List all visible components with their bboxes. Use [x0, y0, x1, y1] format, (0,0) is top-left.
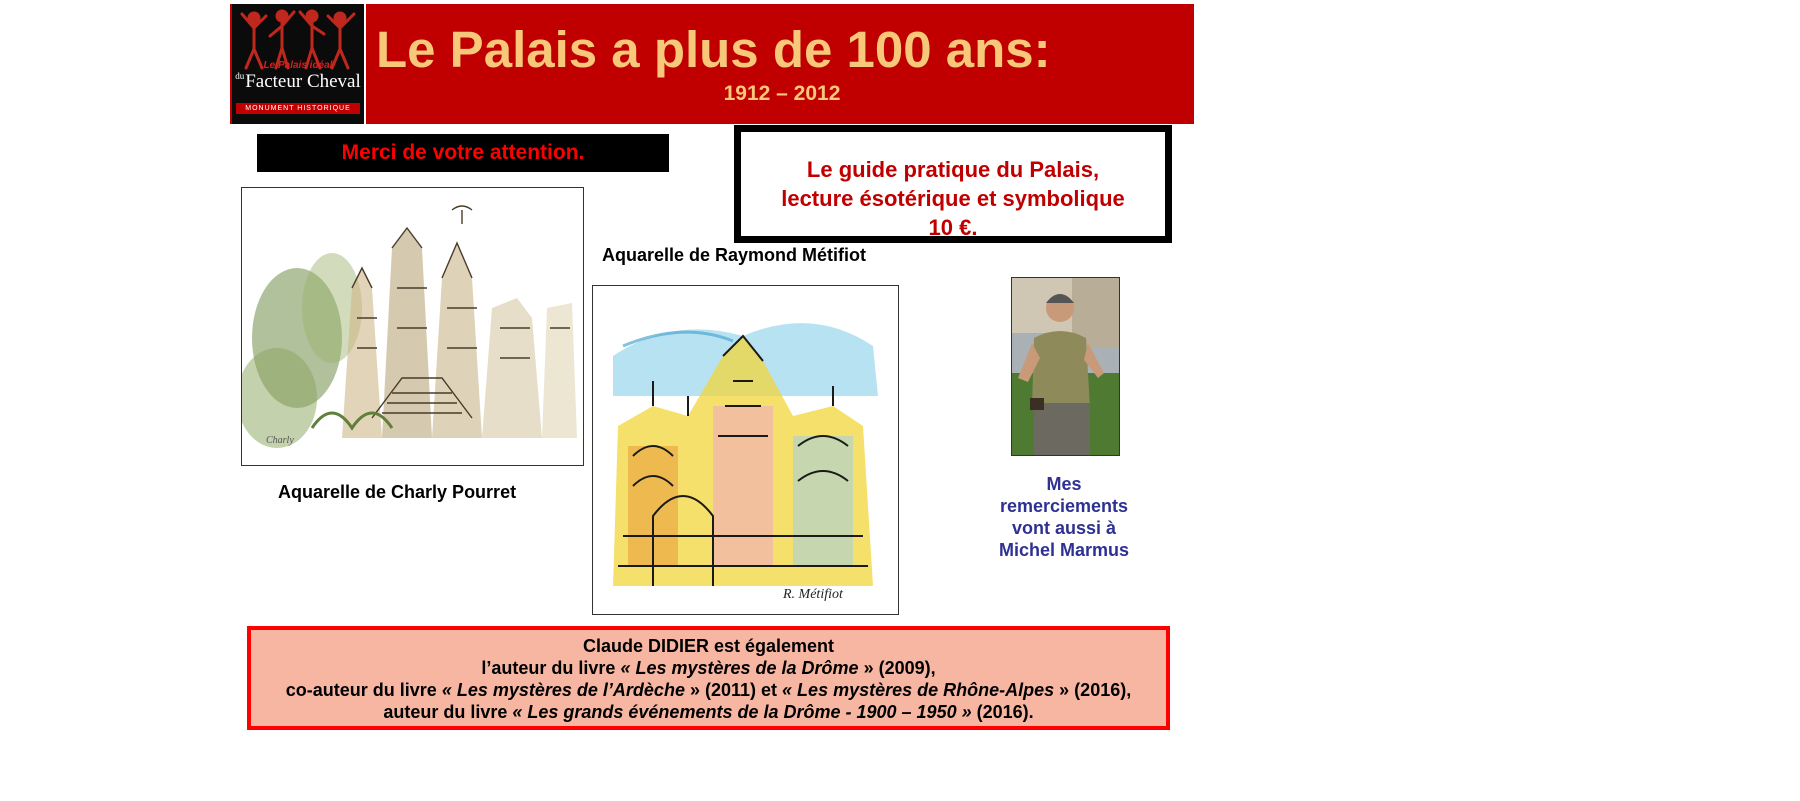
didier-line-1: Claude DIDIER est également	[582, 636, 835, 656]
photo-michel-marmus	[1011, 277, 1120, 456]
charly-signature: Charly	[266, 435, 294, 446]
thanks-line-4: Michel Marmus	[998, 540, 1130, 560]
guide-promo-box	[734, 125, 1172, 243]
book-title-rhone-alpes: « Les mystères de Rhône-Alpes	[782, 680, 1055, 700]
guide-price: 10 €.	[928, 215, 978, 240]
caption-metifiot: Aquarelle de Raymond Métifiot	[602, 245, 867, 265]
thanks-line-1: Mes	[1046, 474, 1082, 494]
page-title: Le Palais a plus de 100 ans:	[376, 21, 1051, 78]
thanks-line-2: remerciements	[999, 496, 1129, 516]
guide-line-1: Le guide pratique du Palais,	[806, 157, 1100, 182]
didier-l2-year: » (2009),	[863, 658, 936, 678]
thanks-line-3: vont aussi à	[1011, 518, 1117, 538]
didier-l3-year: » (2011) et	[689, 680, 778, 700]
guide-line-2: lecture ésotérique et symbolique	[781, 186, 1125, 211]
portrait-photo-image	[1012, 278, 1119, 455]
author-bibliography-box	[247, 626, 1170, 730]
didier-l3-year-2: » (2016),	[1059, 680, 1132, 700]
painting-raymond-metifiot	[592, 285, 899, 615]
didier-line-3	[251, 679, 1166, 701]
didier-line-4	[251, 701, 1166, 723]
watercolor-palace-image	[242, 188, 583, 465]
logo-line-1: Le Palais idéal	[263, 60, 333, 71]
metifiot-signature: R. Métifiot	[783, 587, 843, 602]
book-title-drome: « Les mystères de la Drôme	[620, 658, 859, 678]
thank-you-banner: Merci de votre attention.	[257, 134, 669, 172]
logo-line-3: MONUMENT HISTORIQUE	[236, 103, 360, 114]
thanks-michel-marmus	[980, 473, 1148, 561]
book-title-grands-evenements: « Les grands événements de la Drôme - 1900 – 1950 »	[512, 702, 972, 722]
page-subtitle: 1912 – 2012	[723, 82, 841, 105]
didier-l4-text: auteur du livre	[383, 702, 508, 722]
didier-line-2	[251, 657, 1166, 679]
facteur-cheval-logo	[232, 4, 366, 124]
didier-l4-year: (2016).	[976, 702, 1034, 722]
book-title-ardeche: « Les mystères de l’Ardèche	[441, 680, 685, 700]
logo-prefix: du	[235, 71, 245, 81]
didier-l3-text: co-auteur du livre	[285, 680, 437, 700]
logo-line-2: $^{du}$Facteur Cheval	[235, 71, 361, 92]
painting-charly-pourret	[241, 187, 584, 466]
caption-charly: Aquarelle de Charly Pourret	[278, 482, 517, 502]
didier-l2-text: l’auteur du livre	[481, 658, 616, 678]
watercolor-palace-colorful-image	[593, 286, 898, 614]
